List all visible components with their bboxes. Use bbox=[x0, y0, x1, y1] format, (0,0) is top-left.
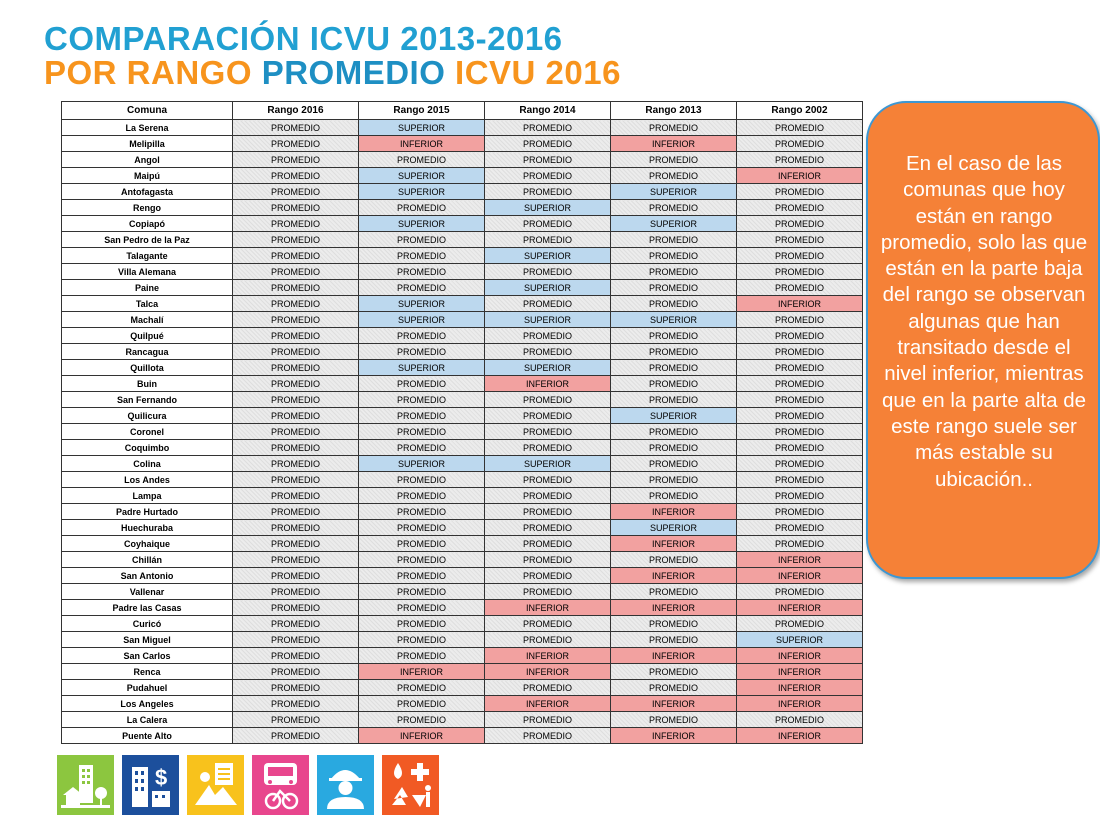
rank-cell: INFERIOR bbox=[611, 696, 737, 712]
rank-cell: SUPERIOR bbox=[485, 312, 611, 328]
rank-cell: PROMEDIO bbox=[359, 328, 485, 344]
comuna-cell: Quilicura bbox=[62, 408, 233, 424]
rank-cell: PROMEDIO bbox=[485, 712, 611, 728]
column-header-rango-2015: Rango 2015 bbox=[359, 102, 485, 120]
rank-cell: PROMEDIO bbox=[737, 216, 863, 232]
rank-cell: PROMEDIO bbox=[611, 632, 737, 648]
table-row bbox=[62, 296, 863, 312]
rank-cell: INFERIOR bbox=[737, 168, 863, 184]
rank-cell: PROMEDIO bbox=[737, 424, 863, 440]
rank-cell: PROMEDIO bbox=[737, 504, 863, 520]
rank-cell: PROMEDIO bbox=[233, 488, 359, 504]
rank-cell: PROMEDIO bbox=[611, 472, 737, 488]
rank-cell: PROMEDIO bbox=[737, 712, 863, 728]
table-row bbox=[62, 504, 863, 520]
rank-cell: PROMEDIO bbox=[485, 504, 611, 520]
table-row bbox=[62, 456, 863, 472]
rank-cell: PROMEDIO bbox=[611, 232, 737, 248]
rank-cell: PROMEDIO bbox=[737, 344, 863, 360]
rank-cell: PROMEDIO bbox=[233, 280, 359, 296]
comuna-cell: Lampa bbox=[62, 488, 233, 504]
rank-cell: PROMEDIO bbox=[359, 280, 485, 296]
table-row bbox=[62, 536, 863, 552]
rank-cell: PROMEDIO bbox=[233, 296, 359, 312]
rank-cell: PROMEDIO bbox=[233, 312, 359, 328]
rank-cell: PROMEDIO bbox=[233, 120, 359, 136]
rank-cell: PROMEDIO bbox=[611, 264, 737, 280]
rank-cell: INFERIOR bbox=[485, 600, 611, 616]
rank-cell: PROMEDIO bbox=[233, 232, 359, 248]
rank-cell: PROMEDIO bbox=[233, 344, 359, 360]
ranking-table bbox=[61, 101, 863, 744]
rank-cell: PROMEDIO bbox=[737, 616, 863, 632]
comuna-cell: Quillota bbox=[62, 360, 233, 376]
table-row bbox=[62, 696, 863, 712]
rank-cell: PROMEDIO bbox=[359, 200, 485, 216]
comuna-cell: Chillán bbox=[62, 552, 233, 568]
rank-cell: PROMEDIO bbox=[359, 680, 485, 696]
rank-cell: INFERIOR bbox=[611, 536, 737, 552]
rank-cell: PROMEDIO bbox=[359, 584, 485, 600]
comuna-cell: La Serena bbox=[62, 120, 233, 136]
rank-cell: PROMEDIO bbox=[611, 120, 737, 136]
rank-cell: PROMEDIO bbox=[359, 504, 485, 520]
rank-cell: PROMEDIO bbox=[233, 536, 359, 552]
table-row bbox=[62, 376, 863, 392]
table-row bbox=[62, 136, 863, 152]
table-row bbox=[62, 488, 863, 504]
table-row bbox=[62, 440, 863, 456]
table-row bbox=[62, 152, 863, 168]
rank-cell: PROMEDIO bbox=[359, 632, 485, 648]
rank-cell: PROMEDIO bbox=[485, 168, 611, 184]
comuna-cell: Paine bbox=[62, 280, 233, 296]
column-header-rango-2014: Rango 2014 bbox=[485, 102, 611, 120]
comuna-cell: Melipilla bbox=[62, 136, 233, 152]
comuna-cell: Rengo bbox=[62, 200, 233, 216]
rank-cell: PROMEDIO bbox=[359, 600, 485, 616]
rank-cell: PROMEDIO bbox=[611, 552, 737, 568]
comuna-cell: Talagante bbox=[62, 248, 233, 264]
table-row bbox=[62, 168, 863, 184]
table-row bbox=[62, 616, 863, 632]
rank-cell: INFERIOR bbox=[737, 552, 863, 568]
rank-cell: PROMEDIO bbox=[611, 152, 737, 168]
comuna-cell: Pudahuel bbox=[62, 680, 233, 696]
rank-cell: PROMEDIO bbox=[611, 488, 737, 504]
column-header-rango-2002: Rango 2002 bbox=[737, 102, 863, 120]
theme-icon-bar bbox=[57, 755, 439, 815]
subtitle-part-3: ICVU 2016 bbox=[455, 54, 621, 91]
rank-cell: INFERIOR bbox=[611, 136, 737, 152]
table-row bbox=[62, 248, 863, 264]
rank-cell: PROMEDIO bbox=[737, 584, 863, 600]
rank-cell: PROMEDIO bbox=[233, 264, 359, 280]
rank-cell: PROMEDIO bbox=[359, 520, 485, 536]
rank-cell: SUPERIOR bbox=[359, 216, 485, 232]
comuna-cell: Padre Hurtado bbox=[62, 504, 233, 520]
rank-cell: PROMEDIO bbox=[485, 424, 611, 440]
rank-cell: PROMEDIO bbox=[737, 408, 863, 424]
table-row bbox=[62, 648, 863, 664]
rank-cell: PROMEDIO bbox=[359, 696, 485, 712]
rank-cell: SUPERIOR bbox=[359, 360, 485, 376]
rank-cell: PROMEDIO bbox=[359, 440, 485, 456]
rank-cell: PROMEDIO bbox=[611, 296, 737, 312]
rank-cell: PROMEDIO bbox=[611, 712, 737, 728]
comuna-cell: San Carlos bbox=[62, 648, 233, 664]
rank-cell: PROMEDIO bbox=[737, 136, 863, 152]
table-row bbox=[62, 632, 863, 648]
table-row bbox=[62, 552, 863, 568]
comuna-cell: Machalí bbox=[62, 312, 233, 328]
rank-cell: PROMEDIO bbox=[611, 200, 737, 216]
rank-cell: PROMEDIO bbox=[737, 392, 863, 408]
rank-cell: PROMEDIO bbox=[233, 424, 359, 440]
table-row bbox=[62, 280, 863, 296]
rank-cell: PROMEDIO bbox=[611, 680, 737, 696]
table-row bbox=[62, 408, 863, 424]
rank-cell: PROMEDIO bbox=[737, 488, 863, 504]
rank-cell: INFERIOR bbox=[737, 568, 863, 584]
subtitle-part-1: POR RANGO bbox=[44, 54, 253, 91]
table-row bbox=[62, 664, 863, 680]
table-row bbox=[62, 472, 863, 488]
rank-cell: PROMEDIO bbox=[611, 376, 737, 392]
comuna-cell: La Calera bbox=[62, 712, 233, 728]
rank-cell: PROMEDIO bbox=[737, 440, 863, 456]
comuna-cell: Colina bbox=[62, 456, 233, 472]
rank-cell: PROMEDIO bbox=[359, 536, 485, 552]
comuna-cell: Huechuraba bbox=[62, 520, 233, 536]
rank-cell: PROMEDIO bbox=[611, 440, 737, 456]
rank-cell: PROMEDIO bbox=[359, 648, 485, 664]
comuna-cell: Coquimbo bbox=[62, 440, 233, 456]
rank-cell: PROMEDIO bbox=[485, 216, 611, 232]
rank-cell: PROMEDIO bbox=[233, 216, 359, 232]
rank-cell: PROMEDIO bbox=[233, 520, 359, 536]
rank-cell: PROMEDIO bbox=[359, 344, 485, 360]
rank-cell: PROMEDIO bbox=[485, 296, 611, 312]
rank-cell: PROMEDIO bbox=[737, 328, 863, 344]
table-row bbox=[62, 200, 863, 216]
comuna-cell: Coronel bbox=[62, 424, 233, 440]
rank-cell: PROMEDIO bbox=[359, 408, 485, 424]
rank-cell: SUPERIOR bbox=[611, 216, 737, 232]
rank-cell: SUPERIOR bbox=[359, 296, 485, 312]
page-title: COMPARACIÓN ICVU 2013-2016 bbox=[44, 20, 563, 57]
rank-cell: SUPERIOR bbox=[359, 184, 485, 200]
rank-cell: PROMEDIO bbox=[233, 664, 359, 680]
rank-cell: INFERIOR bbox=[485, 664, 611, 680]
rank-cell: INFERIOR bbox=[611, 568, 737, 584]
comuna-cell: Curicó bbox=[62, 616, 233, 632]
rank-cell: PROMEDIO bbox=[233, 456, 359, 472]
rank-cell: PROMEDIO bbox=[485, 680, 611, 696]
rank-cell: PROMEDIO bbox=[485, 328, 611, 344]
rank-cell: PROMEDIO bbox=[485, 440, 611, 456]
table-row bbox=[62, 120, 863, 136]
rank-cell: PROMEDIO bbox=[485, 264, 611, 280]
rank-cell: PROMEDIO bbox=[611, 616, 737, 632]
rank-cell: INFERIOR bbox=[359, 664, 485, 680]
comuna-cell: San Fernando bbox=[62, 392, 233, 408]
comuna-cell: Los Andes bbox=[62, 472, 233, 488]
rank-cell: PROMEDIO bbox=[233, 328, 359, 344]
rank-cell: PROMEDIO bbox=[359, 552, 485, 568]
table-row bbox=[62, 568, 863, 584]
rank-cell: INFERIOR bbox=[611, 504, 737, 520]
rank-cell: SUPERIOR bbox=[485, 280, 611, 296]
rank-cell: PROMEDIO bbox=[737, 360, 863, 376]
rank-cell: PROMEDIO bbox=[611, 328, 737, 344]
rank-cell: SUPERIOR bbox=[485, 360, 611, 376]
rank-cell: INFERIOR bbox=[485, 376, 611, 392]
rank-cell: PROMEDIO bbox=[737, 456, 863, 472]
comuna-cell: Copiapó bbox=[62, 216, 233, 232]
rank-cell: PROMEDIO bbox=[611, 360, 737, 376]
rank-cell: PROMEDIO bbox=[233, 568, 359, 584]
comuna-cell: Vallenar bbox=[62, 584, 233, 600]
comuna-cell: Renca bbox=[62, 664, 233, 680]
rank-cell: SUPERIOR bbox=[737, 632, 863, 648]
rank-cell: PROMEDIO bbox=[359, 488, 485, 504]
rank-cell: PROMEDIO bbox=[359, 248, 485, 264]
comuna-cell: Maipú bbox=[62, 168, 233, 184]
rank-cell: INFERIOR bbox=[611, 648, 737, 664]
rank-cell: PROMEDIO bbox=[359, 152, 485, 168]
rank-cell: SUPERIOR bbox=[485, 248, 611, 264]
table-row bbox=[62, 360, 863, 376]
table-row bbox=[62, 232, 863, 248]
comuna-cell: Puente Alto bbox=[62, 728, 233, 744]
rank-cell: PROMEDIO bbox=[737, 200, 863, 216]
rank-cell: PROMEDIO bbox=[359, 392, 485, 408]
rank-cell: SUPERIOR bbox=[485, 200, 611, 216]
rank-cell: INFERIOR bbox=[737, 296, 863, 312]
rank-cell: INFERIOR bbox=[611, 600, 737, 616]
rank-cell: PROMEDIO bbox=[737, 184, 863, 200]
table-row bbox=[62, 424, 863, 440]
rank-cell: INFERIOR bbox=[359, 728, 485, 744]
column-header-rango-2016: Rango 2016 bbox=[233, 102, 359, 120]
callout-text: En el caso de las comunas que hoy están en rango promedio, solo las que están en la parte baja del rango se observan algunas que han transitado desde el nivel inferior, mientras que en la parte alta de este rango suele ser más estable su ubicación.. bbox=[880, 152, 1088, 491]
rank-cell: PROMEDIO bbox=[611, 168, 737, 184]
comuna-cell: San Pedro de la Paz bbox=[62, 232, 233, 248]
rank-cell: PROMEDIO bbox=[359, 232, 485, 248]
rank-cell: INFERIOR bbox=[737, 648, 863, 664]
rank-cell: PROMEDIO bbox=[359, 264, 485, 280]
rank-cell: PROMEDIO bbox=[485, 392, 611, 408]
rank-cell: PROMEDIO bbox=[485, 408, 611, 424]
rank-cell: SUPERIOR bbox=[611, 520, 737, 536]
comuna-cell: Buin bbox=[62, 376, 233, 392]
rank-cell: PROMEDIO bbox=[233, 680, 359, 696]
rank-cell: PROMEDIO bbox=[737, 120, 863, 136]
rank-cell: PROMEDIO bbox=[737, 312, 863, 328]
rank-cell: INFERIOR bbox=[737, 680, 863, 696]
table-row bbox=[62, 328, 863, 344]
rank-cell: PROMEDIO bbox=[233, 440, 359, 456]
table-row bbox=[62, 216, 863, 232]
rank-cell: PROMEDIO bbox=[485, 616, 611, 632]
rank-cell: PROMEDIO bbox=[233, 616, 359, 632]
rank-cell: PROMEDIO bbox=[359, 712, 485, 728]
social-icon bbox=[187, 755, 244, 815]
table-row bbox=[62, 600, 863, 616]
rank-cell: PROMEDIO bbox=[233, 136, 359, 152]
column-header-rango-2013: Rango 2013 bbox=[611, 102, 737, 120]
comuna-cell: Quilpué bbox=[62, 328, 233, 344]
rank-cell: INFERIOR bbox=[485, 696, 611, 712]
rank-cell: INFERIOR bbox=[485, 648, 611, 664]
rank-cell: PROMEDIO bbox=[233, 728, 359, 744]
rank-cell: PROMEDIO bbox=[485, 232, 611, 248]
table-row bbox=[62, 584, 863, 600]
rank-cell: PROMEDIO bbox=[233, 360, 359, 376]
comuna-cell: Los Angeles bbox=[62, 696, 233, 712]
page-subtitle bbox=[44, 54, 621, 92]
rank-cell: PROMEDIO bbox=[233, 712, 359, 728]
subtitle-part-2: PROMEDIO bbox=[261, 54, 446, 91]
table-row bbox=[62, 712, 863, 728]
column-header-comuna: Comuna bbox=[62, 102, 233, 120]
comuna-cell: Antofagasta bbox=[62, 184, 233, 200]
rank-cell: SUPERIOR bbox=[611, 184, 737, 200]
table-row bbox=[62, 680, 863, 696]
rank-cell: PROMEDIO bbox=[485, 184, 611, 200]
rank-cell: PROMEDIO bbox=[233, 632, 359, 648]
rank-cell: PROMEDIO bbox=[485, 344, 611, 360]
table-row bbox=[62, 392, 863, 408]
rank-cell: PROMEDIO bbox=[233, 184, 359, 200]
rank-cell: SUPERIOR bbox=[359, 120, 485, 136]
rank-cell: PROMEDIO bbox=[611, 456, 737, 472]
rank-cell: PROMEDIO bbox=[737, 232, 863, 248]
rank-cell: INFERIOR bbox=[611, 728, 737, 744]
rank-cell: PROMEDIO bbox=[485, 584, 611, 600]
rank-cell: SUPERIOR bbox=[359, 312, 485, 328]
rank-cell: PROMEDIO bbox=[233, 552, 359, 568]
rank-cell: PROMEDIO bbox=[233, 152, 359, 168]
rank-cell: PROMEDIO bbox=[737, 520, 863, 536]
comuna-cell: San Antonio bbox=[62, 568, 233, 584]
comuna-cell: Padre las Casas bbox=[62, 600, 233, 616]
comuna-cell: Angol bbox=[62, 152, 233, 168]
rank-cell: PROMEDIO bbox=[233, 584, 359, 600]
rank-cell: SUPERIOR bbox=[485, 456, 611, 472]
table-row bbox=[62, 344, 863, 360]
comuna-cell: Rancagua bbox=[62, 344, 233, 360]
rank-cell: PROMEDIO bbox=[485, 728, 611, 744]
rank-cell: PROMEDIO bbox=[485, 488, 611, 504]
rank-cell: PROMEDIO bbox=[737, 152, 863, 168]
rank-cell: PROMEDIO bbox=[485, 632, 611, 648]
rank-cell: PROMEDIO bbox=[233, 392, 359, 408]
table-row bbox=[62, 520, 863, 536]
comuna-cell: Coyhaique bbox=[62, 536, 233, 552]
rank-cell: INFERIOR bbox=[737, 600, 863, 616]
housing-icon bbox=[57, 755, 114, 815]
rank-cell: PROMEDIO bbox=[359, 472, 485, 488]
callout-box bbox=[866, 101, 1100, 579]
rank-cell: PROMEDIO bbox=[233, 600, 359, 616]
rank-cell: PROMEDIO bbox=[737, 248, 863, 264]
rank-cell: PROMEDIO bbox=[737, 536, 863, 552]
rank-cell: PROMEDIO bbox=[611, 248, 737, 264]
rank-cell: PROMEDIO bbox=[233, 376, 359, 392]
health-icon bbox=[317, 755, 374, 815]
rank-cell: INFERIOR bbox=[737, 728, 863, 744]
rank-cell: INFERIOR bbox=[737, 696, 863, 712]
business-icon bbox=[122, 755, 179, 815]
rank-cell: PROMEDIO bbox=[737, 376, 863, 392]
rank-cell: PROMEDIO bbox=[233, 168, 359, 184]
rank-cell: SUPERIOR bbox=[611, 408, 737, 424]
rank-cell: PROMEDIO bbox=[485, 520, 611, 536]
rank-cell: PROMEDIO bbox=[611, 584, 737, 600]
rank-cell: PROMEDIO bbox=[485, 472, 611, 488]
rank-cell: PROMEDIO bbox=[485, 552, 611, 568]
rank-cell: PROMEDIO bbox=[611, 424, 737, 440]
rank-cell: PROMEDIO bbox=[359, 376, 485, 392]
rank-cell: PROMEDIO bbox=[233, 248, 359, 264]
comuna-cell: San Miguel bbox=[62, 632, 233, 648]
rank-cell: SUPERIOR bbox=[359, 168, 485, 184]
rank-cell: PROMEDIO bbox=[737, 280, 863, 296]
rank-cell: PROMEDIO bbox=[737, 472, 863, 488]
rank-cell: PROMEDIO bbox=[611, 344, 737, 360]
table-row bbox=[62, 264, 863, 280]
rank-cell: PROMEDIO bbox=[737, 264, 863, 280]
rank-cell: PROMEDIO bbox=[611, 664, 737, 680]
rank-cell: PROMEDIO bbox=[359, 568, 485, 584]
rank-cell: PROMEDIO bbox=[611, 280, 737, 296]
rank-cell: PROMEDIO bbox=[233, 408, 359, 424]
rank-cell: PROMEDIO bbox=[485, 152, 611, 168]
rank-cell: PROMEDIO bbox=[485, 568, 611, 584]
svg-text:$: $ bbox=[155, 765, 168, 790]
table-row bbox=[62, 728, 863, 744]
rank-cell: PROMEDIO bbox=[359, 616, 485, 632]
table-header-row bbox=[62, 102, 863, 120]
rank-cell: PROMEDIO bbox=[611, 392, 737, 408]
table-row bbox=[62, 184, 863, 200]
transport-icon bbox=[252, 755, 309, 815]
rank-cell: PROMEDIO bbox=[485, 136, 611, 152]
rank-cell: PROMEDIO bbox=[359, 424, 485, 440]
rank-cell: PROMEDIO bbox=[485, 536, 611, 552]
rank-cell: PROMEDIO bbox=[485, 120, 611, 136]
comuna-cell: Talca bbox=[62, 296, 233, 312]
rank-cell: SUPERIOR bbox=[359, 456, 485, 472]
rank-cell: INFERIOR bbox=[737, 664, 863, 680]
comuna-cell: Villa Alemana bbox=[62, 264, 233, 280]
rank-cell: PROMEDIO bbox=[233, 472, 359, 488]
rank-cell: PROMEDIO bbox=[233, 696, 359, 712]
environment-icon bbox=[382, 755, 439, 815]
rank-cell: PROMEDIO bbox=[233, 200, 359, 216]
rank-cell: PROMEDIO bbox=[233, 648, 359, 664]
table-row bbox=[62, 312, 863, 328]
rank-cell: PROMEDIO bbox=[233, 504, 359, 520]
rank-cell: INFERIOR bbox=[359, 136, 485, 152]
rank-cell: SUPERIOR bbox=[611, 312, 737, 328]
